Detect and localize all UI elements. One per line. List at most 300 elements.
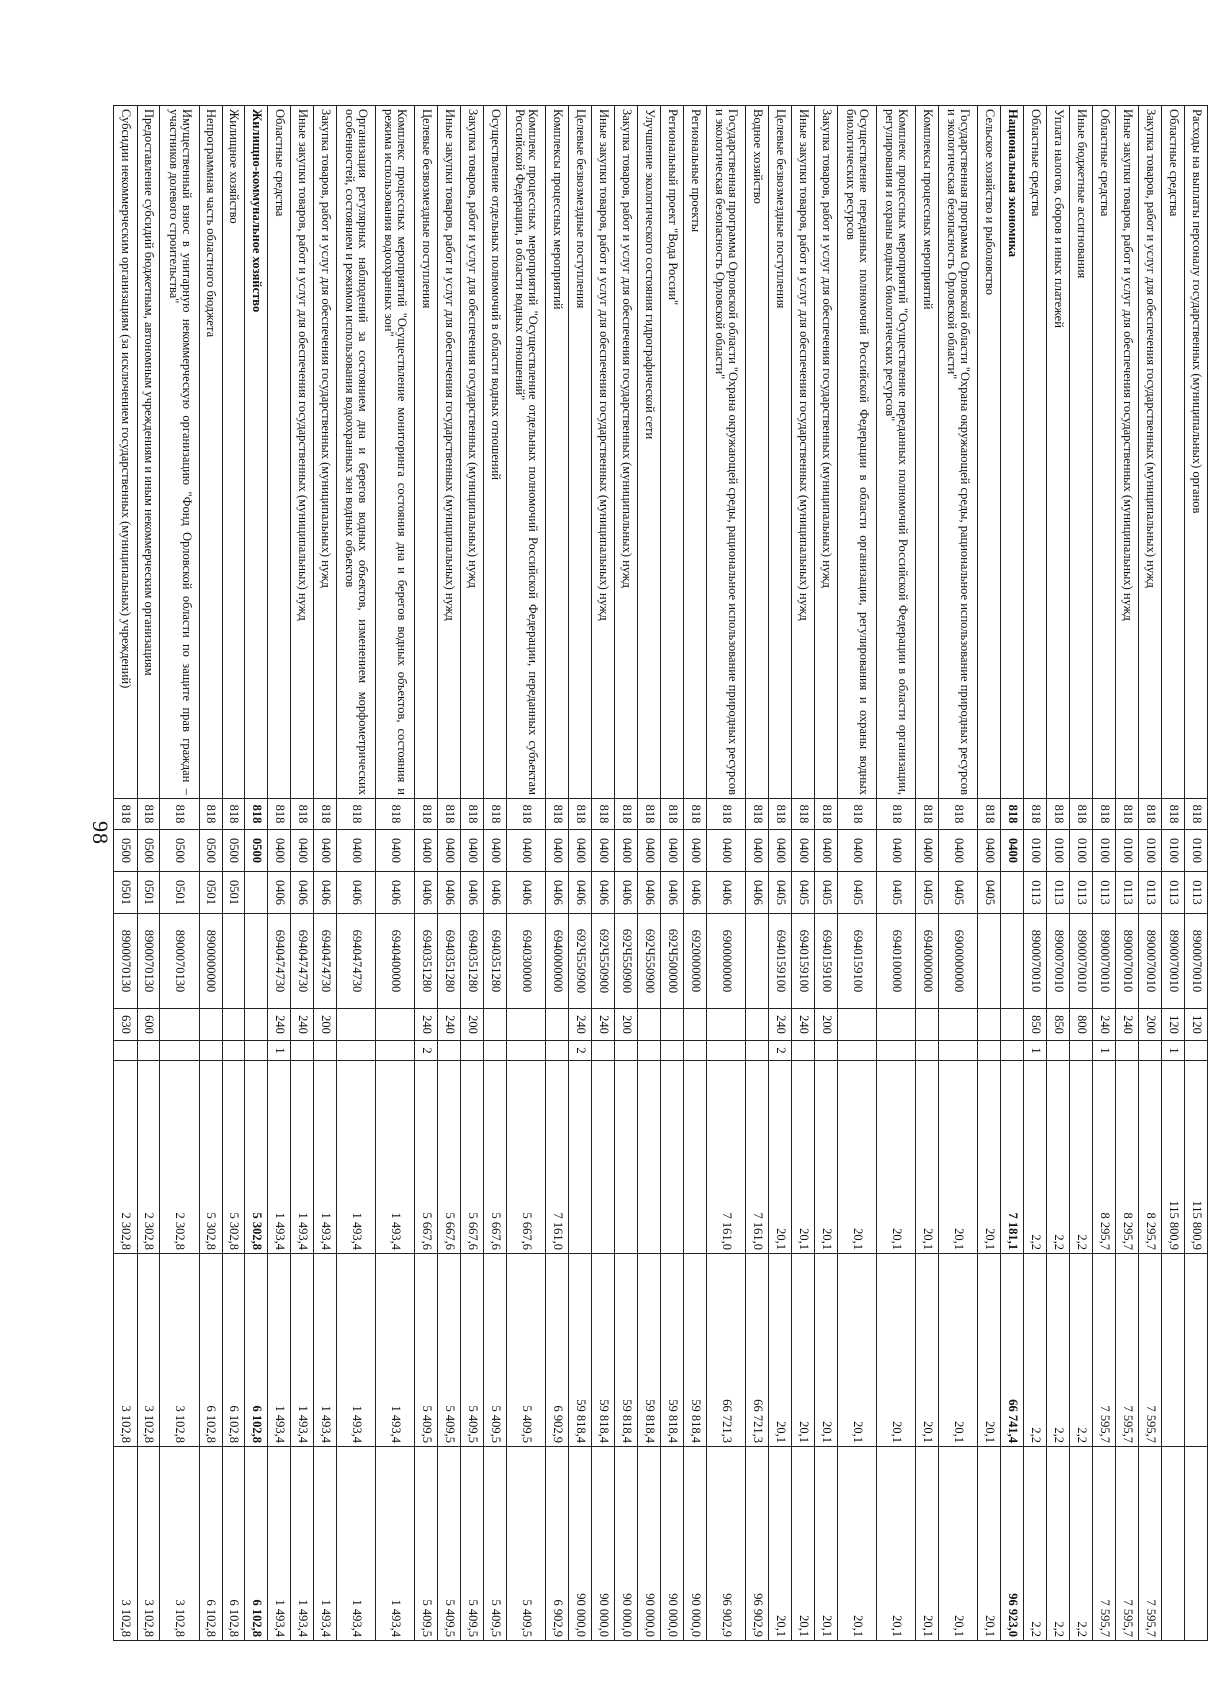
table-row [592,106,615,1641]
row-source-code [615,1041,638,1061]
row-value-2: 66 721,3 [707,1254,746,1447]
row-gr-code: 818 [415,799,438,830]
row-value-1: 2,2 [1070,1061,1093,1254]
row-source-code: 1 [1024,1041,1047,1061]
row-vr-code: 600 [137,1009,160,1041]
row-name: Осуществление отдельных полномочий в области водных отношений [484,106,507,799]
row-csr-code: 6940000000 [546,914,569,1009]
row-value-1: 20,1 [815,1061,838,1254]
row-name: Предоставление субсидий бюджетным, автономным учреждениям и иным некоммерческим организациям [137,106,160,799]
row-rz-code: 0500 [199,830,222,872]
row-name: Жилищное хозяйство [222,106,245,799]
row-value-1: 2,2 [1024,1061,1047,1254]
row-gr-code: 818 [1070,799,1093,830]
row-rz-code: 0500 [160,830,199,872]
row-source-code [746,1041,769,1061]
row-value-3: 96 902,9 [746,1447,769,1641]
row-value-3 [1185,1447,1208,1641]
row-source-code [661,1041,684,1061]
row-name: Комплексы процессных мероприятий [916,106,939,799]
row-csr-code: 6940100000 [877,914,916,1009]
row-vr-code: 240 [1116,1009,1139,1041]
row-rz-code: 0500 [114,830,138,872]
row-vr-code [507,1009,546,1041]
row-value-1: 20,1 [939,1061,978,1254]
table-row [838,106,877,1641]
row-csr-code: 8900070010 [1093,914,1116,1009]
row-name: Закупка товаров, работ и услуг для обеспечения государственных (муниципальных) нужд [815,106,838,799]
table-row [1024,106,1047,1641]
row-rz-code: 0400 [484,830,507,872]
row-csr-code: 8900070010 [1047,914,1070,1009]
row-value-1: 115 800,9 [1185,1061,1208,1254]
row-source-code [507,1041,546,1061]
row-csr-code: 8900070010 [1139,914,1162,1009]
row-rz-code: 0400 [746,830,769,872]
row-value-1: 20,1 [916,1061,939,1254]
row-gr-code: 818 [1024,799,1047,830]
row-value-1: 7 161,0 [546,1061,569,1254]
row-csr-code: 692Ч550900 [592,914,615,1009]
table-row [1116,106,1139,1641]
row-value-2 [1162,1254,1185,1447]
row-value-3: 2,2 [1070,1447,1093,1641]
row-gr-code: 818 [314,799,337,830]
row-gr-code: 818 [877,799,916,830]
row-source-code [1185,1041,1208,1061]
row-value-1: 7 161,0 [746,1061,769,1254]
row-value-1: 5 667,6 [507,1061,546,1254]
row-value-1: 7 181,1 [1001,1061,1024,1254]
row-pr-code: 0113 [1162,872,1185,914]
table-row [815,106,838,1641]
row-value-2: 5 409,5 [438,1254,461,1447]
row-rz-code: 0400 [461,830,484,872]
row-rz-code: 0500 [137,830,160,872]
row-value-3: 5 409,5 [507,1447,546,1641]
table-row [245,106,268,1641]
row-vr-code [222,1009,245,1041]
row-gr-code: 818 [507,799,546,830]
row-vr-code: 630 [114,1009,138,1041]
row-pr-code: 0113 [1093,872,1116,914]
row-value-1: 5 302,8 [245,1061,268,1254]
row-vr-code [939,1009,978,1041]
row-value-3: 90 000,0 [615,1447,638,1641]
row-rz-code: 0400 [415,830,438,872]
row-source-code [546,1041,569,1061]
row-vr-code: 850 [1024,1009,1047,1041]
row-value-1: 8 295,7 [1093,1061,1116,1254]
row-source-code [160,1041,199,1061]
row-value-3: 6 102,8 [245,1447,268,1641]
row-rz-code: 0500 [245,830,268,872]
row-name: Закупка товаров, работ и услуг для обеспечения государственных (муниципальных) нужд [461,106,484,799]
row-value-1 [569,1061,592,1254]
row-gr-code: 818 [137,799,160,830]
row-rz-code: 0400 [1001,830,1024,872]
row-value-3: 1 493,4 [291,1447,314,1641]
row-rz-code: 0400 [769,830,792,872]
row-name: Комплексы процессных мероприятий [546,106,569,799]
row-name: Комплекс процессных мероприятий "Осуществление переданных полномочий Российской Федерации в области организации, регулирования и охраны водных биологических ресурсов" [877,106,916,799]
row-csr-code: 692Ч550900 [638,914,661,1009]
table-row [337,106,376,1641]
row-rz-code: 0400 [268,830,291,872]
row-value-1 [638,1061,661,1254]
row-source-code [1139,1041,1162,1061]
row-gr-code: 818 [615,799,638,830]
row-gr-code: 818 [684,799,707,830]
row-value-2: 3 102,8 [137,1254,160,1447]
row-source-code [114,1041,138,1061]
row-value-3: 7 595,7 [1093,1447,1116,1641]
row-rz-code: 0500 [222,830,245,872]
row-gr-code: 818 [484,799,507,830]
row-name: Субсидии некоммерческим организациям (за исключением государственных (муниципальных) учреждений) [114,106,138,799]
row-rz-code: 0400 [684,830,707,872]
table-row [1162,106,1185,1641]
row-csr-code: 6900000000 [707,914,746,1009]
row-value-2: 2,2 [1024,1254,1047,1447]
row-csr-code: 8900070130 [137,914,160,1009]
budget-table [113,105,1208,1641]
row-vr-code: 240 [415,1009,438,1041]
row-pr-code: 0406 [661,872,684,914]
row-csr-code: 6940159100 [815,914,838,1009]
row-vr-code [337,1009,376,1041]
row-rz-code: 0100 [1070,830,1093,872]
row-name: Иные закупки товаров, работ и услуг для обеспечения государственных (муниципальных) нужд [592,106,615,799]
row-pr-code [245,872,268,914]
row-rz-code: 0100 [1139,830,1162,872]
row-value-1: 20,1 [978,1061,1001,1254]
row-gr-code: 818 [746,799,769,830]
row-source-code: 1 [1093,1041,1116,1061]
row-csr-code: 6940474730 [291,914,314,1009]
row-vr-code [684,1009,707,1041]
row-gr-code: 818 [978,799,1001,830]
row-value-3 [1162,1447,1185,1641]
row-value-1 [615,1061,638,1254]
row-value-3: 20,1 [916,1447,939,1641]
table-row [792,106,815,1641]
row-name: Региональный проект "Вода России" [661,106,684,799]
row-pr-code: 0113 [1070,872,1093,914]
row-name: Иные закупки товаров, работ и услуг для обеспечения государственных (муниципальных) нужд [438,106,461,799]
row-vr-code [484,1009,507,1041]
row-value-3: 7 595,7 [1139,1447,1162,1641]
row-vr-code: 240 [792,1009,815,1041]
row-gr-code: 818 [1047,799,1070,830]
row-rz-code: 0100 [1093,830,1116,872]
row-value-1: 2,2 [1047,1061,1070,1254]
row-pr-code: 0406 [461,872,484,914]
row-vr-code: 120 [1185,1009,1208,1041]
row-value-1: 5 667,6 [438,1061,461,1254]
row-csr-code: 8900070010 [1024,914,1047,1009]
row-pr-code: 0405 [877,872,916,914]
row-csr-code: 8900070130 [160,914,199,1009]
row-value-2: 1 493,4 [268,1254,291,1447]
row-source-code [916,1041,939,1061]
row-value-2: 6 102,8 [245,1254,268,1447]
row-name: Организация регулярных наблюдений за состоянием дна и берегов водных объектов, изменением морфометрических особенностей, состоянием и режимом использования водоохранных зон водных объектов [337,106,376,799]
row-value-3: 2,2 [1047,1447,1070,1641]
row-value-2: 3 102,8 [114,1254,138,1447]
row-pr-code: 0406 [314,872,337,914]
table-row [746,106,769,1641]
row-csr-code: 6940159100 [838,914,877,1009]
row-source-code: 2 [415,1041,438,1061]
row-value-1: 115 800,9 [1162,1061,1185,1254]
row-value-2: 20,1 [978,1254,1001,1447]
row-vr-code: 240 [569,1009,592,1041]
row-gr-code: 818 [838,799,877,830]
table-row [137,106,160,1641]
row-value-2: 1 493,4 [291,1254,314,1447]
row-gr-code: 818 [1116,799,1139,830]
table-row [638,106,661,1641]
row-csr-code: 6940159100 [792,914,815,1009]
row-vr-code [199,1009,222,1041]
row-csr-code: 6940159100 [769,914,792,1009]
row-vr-code: 200 [314,1009,337,1041]
table-row [684,106,707,1641]
row-pr-code: 0406 [337,872,376,914]
row-value-3: 20,1 [939,1447,978,1641]
table-row [222,106,245,1641]
row-value-2: 7 595,7 [1093,1254,1116,1447]
table-row [114,106,138,1641]
table-row [877,106,916,1641]
row-value-2: 59 818,4 [592,1254,615,1447]
row-gr-code: 818 [114,799,138,830]
table-row [484,106,507,1641]
row-value-2: 5 409,5 [507,1254,546,1447]
row-value-2: 20,1 [939,1254,978,1447]
row-value-3: 20,1 [815,1447,838,1641]
row-value-3: 6 902,9 [546,1447,569,1641]
table-row [769,106,792,1641]
row-name: Осуществление переданных полномочий Российской Федерации в области организации, регулирования и охраны водных биологических ресурсов [838,106,877,799]
row-value-2: 5 409,5 [484,1254,507,1447]
row-value-1: 1 493,4 [291,1061,314,1254]
row-vr-code: 200 [815,1009,838,1041]
row-source-code [137,1041,160,1061]
row-pr-code: 0406 [507,872,546,914]
row-value-2: 66 741,4 [1001,1254,1024,1447]
row-value-2: 59 818,4 [684,1254,707,1447]
row-rz-code: 0400 [507,830,546,872]
row-source-code [877,1041,916,1061]
row-name: Улучшение экологического состояния гидрографической сети [638,106,661,799]
row-gr-code: 818 [769,799,792,830]
row-vr-code [546,1009,569,1041]
row-csr-code: 8900070010 [1070,914,1093,1009]
row-source-code [978,1041,1001,1061]
row-value-3: 90 000,0 [569,1447,592,1641]
row-value-2: 20,1 [815,1254,838,1447]
row-value-3: 20,1 [838,1447,877,1641]
row-vr-code [638,1009,661,1041]
row-name: Имущественный взнос в унитарную некоммерческую организацию "Фонд Орловской области по защите прав граждан – участников долевого строительства" [160,106,199,799]
row-name: Иные закупки товаров, работ и услуг для обеспечения государственных (муниципальных) нужд [1116,106,1139,799]
row-value-2: 20,1 [792,1254,815,1447]
row-value-2: 20,1 [916,1254,939,1447]
row-csr-code: 6940474730 [268,914,291,1009]
row-csr-code: 692Ч550900 [615,914,638,1009]
row-value-1: 2 302,8 [114,1061,138,1254]
row-gr-code: 818 [1093,799,1116,830]
row-name: Расходы на выплаты персоналу государственных (муниципальных) органов [1185,106,1208,799]
row-csr-code: 6940351280 [415,914,438,1009]
row-vr-code: 200 [461,1009,484,1041]
row-pr-code: 0113 [1116,872,1139,914]
row-name: Сельское хозяйство и рыболовство [978,106,1001,799]
row-source-code [1116,1041,1139,1061]
row-gr-code: 818 [337,799,376,830]
row-vr-code [746,1009,769,1041]
row-pr-code: 0113 [1139,872,1162,914]
row-value-2: 66 721,3 [746,1254,769,1447]
row-pr-code: 0113 [1024,872,1047,914]
table-row [615,106,638,1641]
row-value-1 [592,1061,615,1254]
row-pr-code: 0405 [916,872,939,914]
row-pr-code: 0406 [291,872,314,914]
row-name: Водное хозяйство [746,106,769,799]
row-value-1: 20,1 [877,1061,916,1254]
row-value-3: 5 409,5 [461,1447,484,1641]
row-pr-code: 0406 [746,872,769,914]
row-name: Областные средства [1093,106,1116,799]
row-vr-code [245,1009,268,1041]
row-vr-code [376,1009,415,1041]
table-row [438,106,461,1641]
row-source-code [291,1041,314,1061]
row-vr-code: 200 [615,1009,638,1041]
row-rz-code: 0400 [376,830,415,872]
row-pr-code: 0405 [978,872,1001,914]
row-rz-code: 0100 [1047,830,1070,872]
row-pr-code: 0406 [592,872,615,914]
row-value-1: 1 493,4 [268,1061,291,1254]
row-gr-code: 818 [661,799,684,830]
row-gr-code: 818 [569,799,592,830]
row-csr-code: 8900070130 [114,914,138,1009]
row-pr-code: 0113 [1047,872,1070,914]
row-vr-code [978,1009,1001,1041]
row-gr-code: 818 [815,799,838,830]
row-value-3: 3 102,8 [137,1447,160,1641]
row-source-code: 2 [569,1041,592,1061]
row-rz-code: 0400 [438,830,461,872]
row-source-code: 1 [1162,1041,1185,1061]
row-value-1: 1 493,4 [337,1061,376,1254]
row-rz-code: 0400 [337,830,376,872]
row-rz-code: 0400 [707,830,746,872]
row-rz-code: 0400 [815,830,838,872]
table-row [978,106,1001,1641]
row-csr-code [1001,914,1024,1009]
row-gr-code: 818 [1162,799,1185,830]
row-gr-code: 818 [1185,799,1208,830]
row-pr-code: 0501 [137,872,160,914]
row-value-3: 90 000,0 [638,1447,661,1641]
table-row [1185,106,1208,1641]
row-name: Целевые безвозмездные поступления [569,106,592,799]
row-gr-code: 818 [939,799,978,830]
row-value-2: 5 409,5 [415,1254,438,1447]
row-csr-code: 8900070010 [1162,914,1185,1009]
row-rz-code: 0400 [314,830,337,872]
row-name: Непрограммная часть областного бюджета [199,106,222,799]
row-vr-code [160,1009,199,1041]
table-row [507,106,546,1641]
row-value-2: 59 818,4 [661,1254,684,1447]
row-source-code [592,1041,615,1061]
row-pr-code: 0405 [815,872,838,914]
row-rz-code: 0400 [592,830,615,872]
row-value-1: 5 667,6 [461,1061,484,1254]
table-body [114,106,1208,1641]
row-rz-code: 0400 [877,830,916,872]
row-gr-code: 818 [438,799,461,830]
row-gr-code: 818 [546,799,569,830]
row-rz-code: 0400 [838,830,877,872]
row-gr-code: 818 [222,799,245,830]
row-rz-code: 0400 [978,830,1001,872]
row-csr-code: 6940351280 [438,914,461,1009]
row-csr-code [978,914,1001,1009]
row-value-1: 8 295,7 [1139,1061,1162,1254]
row-rz-code: 0400 [661,830,684,872]
row-value-2: 6 102,8 [199,1254,222,1447]
row-value-1 [661,1061,684,1254]
row-csr-code: 8900000000 [199,914,222,1009]
row-pr-code: 0501 [114,872,138,914]
row-gr-code: 818 [592,799,615,830]
row-value-2: 1 493,4 [376,1254,415,1447]
row-value-2: 20,1 [838,1254,877,1447]
row-name: Закупка товаров, работ и услуг для обеспечения государственных (муниципальных) нужд [1139,106,1162,799]
row-vr-code [1001,1009,1024,1041]
row-rz-code: 0400 [638,830,661,872]
table-row [461,106,484,1641]
row-vr-code [877,1009,916,1041]
row-value-3: 6 102,8 [199,1447,222,1641]
row-rz-code: 0400 [792,830,815,872]
row-csr-code [245,914,268,1009]
row-source-code [461,1041,484,1061]
table-row [415,106,438,1641]
row-vr-code [916,1009,939,1041]
row-csr-code: 692Ч550900 [569,914,592,1009]
row-gr-code: 818 [1001,799,1024,830]
row-source-code [222,1041,245,1061]
row-value-1: 8 295,7 [1116,1061,1139,1254]
row-vr-code: 240 [291,1009,314,1041]
row-vr-code: 120 [1162,1009,1185,1041]
row-value-3: 5 409,5 [484,1447,507,1641]
row-value-1: 1 493,4 [376,1061,415,1254]
row-pr-code: 0405 [792,872,815,914]
rotated-table-container [113,105,1208,1640]
table-row [1047,106,1070,1641]
row-csr-code: 6940300000 [507,914,546,1009]
table-row [1070,106,1093,1641]
